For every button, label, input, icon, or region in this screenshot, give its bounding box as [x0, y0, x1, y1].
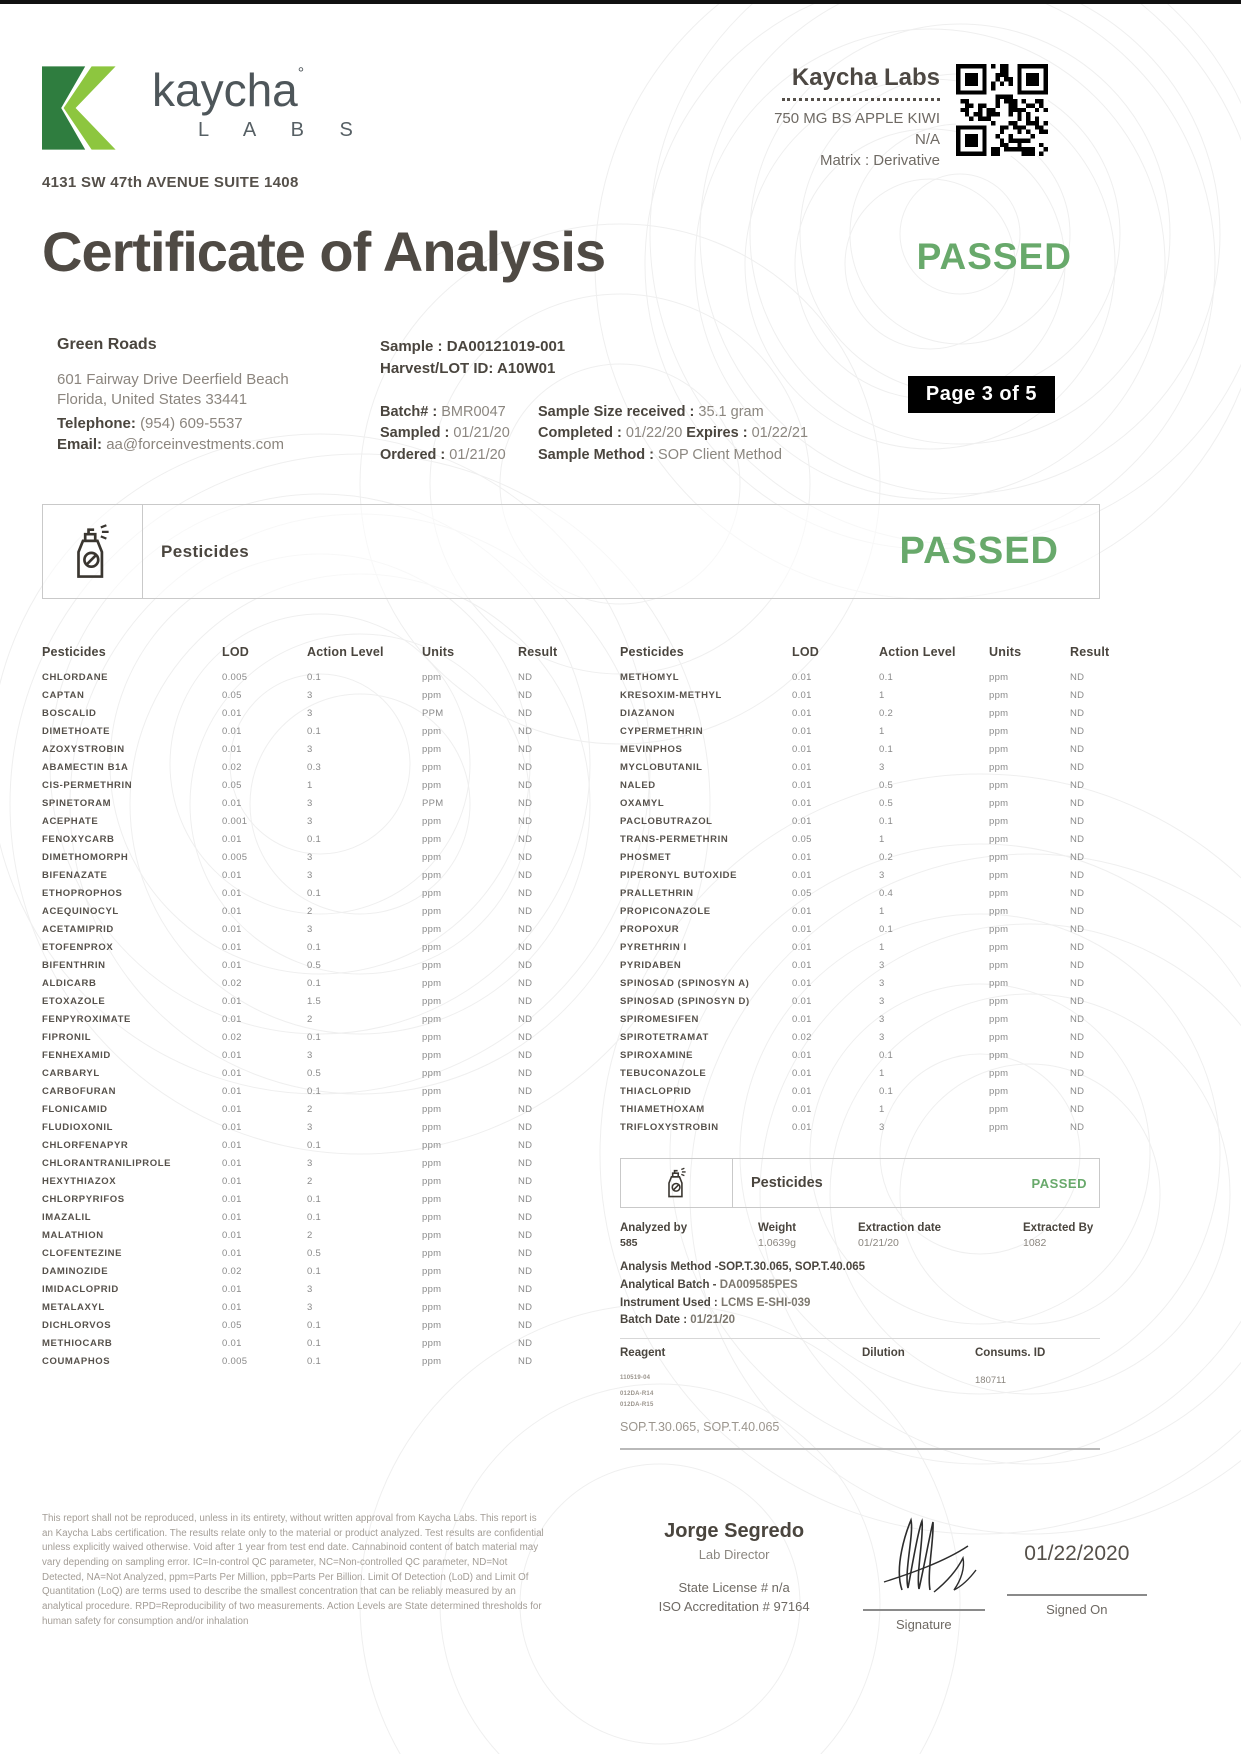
consums-id-header: Consums. ID — [975, 1347, 1046, 1360]
matrix-label: Matrix : Derivative — [819, 152, 940, 169]
signed-date: 01/22/2020 — [1024, 1541, 1130, 1565]
right-column — [620, 645, 1110, 1450]
legal-disclaimer: This report shall not be reproduced, unless in its entirety, without written approval from Kaycha Labs. This report is an Kaycha Labs certification. The results relate only to the material or product analyzed. Test results are confidential unless explicitly waived otherwise. Void after 1 year from test end date. Cannabinoid content of batch material may vary depending on sampling error. IC=In-control QC parameter, NC=Non-controlled QC parameter, ND=Not Detected, NA=Not Analyzed, ppm=Parts Per Million, ppb=Parts Per Billion. Limit Of Detection (LoD) and Limit Of Quantitation (LoQ) are terms used to describe the smallest concentration that can be reliably measured by an analytical procedure. RPD=Reproducibility of two measurements. Action Levels are State determined thresholds for human safety for consumption and/or inhalation — [42, 1512, 544, 1627]
footer — [42, 1512, 1147, 1632]
analytical-batch: Analytical Batch - DA009585PES — [620, 1278, 798, 1291]
page-title: Certificate of Analysis — [42, 220, 606, 283]
table-header-row: Pesticides LOD Action Level Units Result — [42, 645, 558, 659]
kaycha-logo-icon — [42, 56, 138, 160]
table-row: TRANS-PERMETHRIN 0.05 1 ppm ND — [620, 833, 1085, 845]
client-info — [42, 336, 380, 486]
signed-on-line — [1007, 1594, 1147, 1596]
table-row: MYCLOBUTANIL 0.01 3 ppm ND — [620, 761, 1085, 773]
signature-scrawl — [864, 1512, 984, 1600]
section-status-badge: PASSED — [899, 530, 1059, 572]
table-row: DIMETHOMORPH 0.005 3 ppm ND — [42, 851, 533, 863]
table-row: AZOXYSTROBIN 0.01 3 ppm ND — [42, 743, 533, 755]
consums-id-value: 180711 — [975, 1375, 1006, 1387]
table-row: PHOSMET 0.01 0.2 ppm ND — [620, 851, 1085, 863]
table-row: MEVINPHOS 0.01 0.1 ppm ND — [620, 743, 1085, 755]
dotted-divider — [782, 98, 940, 101]
analysis-method: Analysis Method -SOP.T.30.065, SOP.T.40.065 — [620, 1261, 866, 1273]
table-row: FENOXYCARB 0.01 0.1 ppm ND — [42, 833, 533, 845]
product-secondary: N/A — [914, 131, 940, 148]
table-row: SPINETORAM 0.01 3 PPM ND — [42, 797, 533, 809]
table-row: TRIFLOXYSTROBIN 0.01 3 ppm ND — [620, 1121, 1085, 1133]
table-row: METALAXYL 0.01 3 ppm ND — [42, 1301, 533, 1313]
table-row: ETHOPROPHOS 0.01 0.1 ppm ND — [42, 887, 533, 899]
table-row: KRESOXIM-METHYL 0.01 1 ppm ND — [620, 689, 1085, 701]
table-row: SPINOSAD (SPINOSYN D) 0.01 3 ppm ND — [620, 995, 1085, 1007]
client-telephone: Telephone: (954) 609-5537 — [57, 414, 243, 432]
mini-section-bar — [620, 1158, 1100, 1208]
sample-id: Sample : DA00121019-001 — [380, 338, 566, 355]
table-row: ACEQUINOCYL 0.01 2 ppm ND — [42, 905, 533, 917]
batch-date: Batch Date : 01/21/20 — [620, 1314, 736, 1327]
table-row: BIFENTHRIN 0.01 0.5 ppm ND — [42, 959, 533, 971]
logo-wordmark: kaycha° — [152, 64, 305, 116]
table-row: DIAZANON 0.01 0.2 ppm ND — [620, 707, 1085, 719]
table-row: MALATHION 0.01 2 ppm ND — [42, 1229, 533, 1241]
table-row: ALDICARB 0.02 0.1 ppm ND — [42, 977, 533, 989]
table-row: CHLORPYRIFOS 0.01 0.1 ppm ND — [42, 1193, 533, 1205]
table-row: DIMETHOATE 0.01 0.1 ppm ND — [42, 725, 533, 737]
table-row: HEXYTHIAZOX 0.01 2 ppm ND — [42, 1175, 533, 1187]
table-row: CHLORFENAPYR 0.01 0.1 ppm ND — [42, 1139, 533, 1151]
product-name: 750 MG BS APPLE KIWI — [774, 110, 940, 127]
iso-accreditation: ISO Accreditation # 97164 — [658, 1599, 810, 1615]
table-row: ETOXAZOLE 0.01 1.5 ppm ND — [42, 995, 533, 1007]
table-row: CLOFENTEZINE 0.01 0.5 ppm ND — [42, 1247, 533, 1259]
table-row: FLUDIOXONIL 0.01 3 ppm ND — [42, 1121, 533, 1133]
table-row: SPINOSAD (SPINOSYN A) 0.01 3 ppm ND — [620, 977, 1085, 989]
table-row: PROPOXUR 0.01 0.1 ppm ND — [620, 923, 1085, 935]
sop-reference: SOP.T.30.065, SOP.T.40.065 — [620, 1420, 1100, 1450]
table-row: METHIOCARB 0.01 0.1 ppm ND — [42, 1337, 533, 1349]
batch-number: Batch# : BMR0047 — [380, 403, 506, 420]
reagent-header: Reagent — [620, 1347, 666, 1360]
logo-degree-mark: ° — [297, 65, 305, 82]
table-row: BIFENAZATE 0.01 3 ppm ND — [42, 869, 533, 881]
table-row: SPIROTETRAMAT 0.02 3 ppm ND — [620, 1031, 1085, 1043]
table-row: ETOFENPROX 0.01 0.1 ppm ND — [42, 941, 533, 953]
pesticide-spray-icon — [664, 1167, 690, 1199]
table-row: CAPTAN 0.05 3 ppm ND — [42, 689, 533, 701]
overall-status-badge: PASSED — [916, 236, 1072, 277]
table-row: CHLORDANE 0.005 0.1 ppm ND — [42, 671, 533, 683]
table-row: THIACLOPRID 0.01 0.1 ppm ND — [620, 1085, 1085, 1097]
lab-director-block — [617, 1512, 851, 1632]
table-row: FENPYROXIMATE 0.01 2 ppm ND — [42, 1013, 533, 1025]
pesticides-results — [42, 645, 1110, 1450]
completed-expires: Completed : 01/22/20 Expires : 01/22/21 — [538, 425, 809, 442]
table-row: ACEPHATE 0.001 3 ppm ND — [42, 815, 533, 827]
table-row: COUMAPHOS 0.005 0.1 ppm ND — [42, 1355, 533, 1367]
analysis-summary-card — [620, 1158, 1100, 1450]
sample-method: Sample Method : SOP Client Method — [538, 447, 782, 463]
pesticide-spray-icon — [69, 523, 117, 581]
table-row: NALED 0.01 0.5 ppm ND — [620, 779, 1085, 791]
dilution-header: Dilution — [862, 1347, 905, 1360]
director-name: Jorge Segredo — [664, 1519, 805, 1542]
mini-section-title: Pesticides — [751, 1175, 823, 1191]
director-title: Lab Director — [698, 1546, 770, 1562]
ordered-date: Ordered : 01/21/20 — [380, 447, 506, 463]
signed-on-label: Signed On — [1046, 1601, 1108, 1617]
table-row: ABAMECTIN B1A 0.02 0.3 ppm ND — [42, 761, 533, 773]
table-row: CIS-PERMETHRIN 0.05 1 ppm ND — [42, 779, 533, 791]
harvest-lot-id: Harvest/LOT ID: A10W01 — [380, 359, 556, 377]
table-row: FIPRONIL 0.02 0.1 ppm ND — [42, 1031, 533, 1043]
mini-status-badge: PASSED — [1031, 1175, 1087, 1191]
client-email: Email: aa@forceinvestments.com — [57, 435, 284, 453]
pesticides-table-right — [620, 645, 1110, 1136]
table-row: PACLOBUTRAZOL 0.01 0.1 ppm ND — [620, 815, 1085, 827]
pesticides-table-left — [42, 645, 556, 1370]
instrument-used: Instrument Used : LCMS E-SHI-039 — [620, 1296, 811, 1309]
signature-block — [863, 1512, 985, 1632]
table-row: BOSCALID 0.01 3 PPM ND — [42, 707, 533, 719]
reagent-codes: 110519-04 012DA-R14 012DA-R15 — [620, 1375, 654, 1408]
table-row: PRALLETHRIN 0.05 0.4 ppm ND — [620, 887, 1085, 899]
signature-line — [863, 1609, 985, 1611]
table-row: PYRIDABEN 0.01 3 ppm ND — [620, 959, 1085, 971]
table-row: THIAMETHOXAM 0.01 1 ppm ND — [620, 1103, 1085, 1115]
state-license: State License # n/a — [678, 1579, 790, 1595]
table-row: SPIROXAMINE 0.01 0.1 ppm ND — [620, 1049, 1085, 1061]
extracted-by: Extracted By 1082 — [1023, 1222, 1094, 1249]
qr-code — [956, 64, 1048, 156]
weight: Weight 1.0639g — [758, 1222, 797, 1249]
signed-date-block — [1007, 1512, 1147, 1632]
lab-name: Kaycha Labs — [791, 64, 940, 91]
table-row: PROPICONAZOLE 0.01 1 ppm ND — [620, 905, 1085, 917]
section-title: Pesticides — [161, 541, 250, 561]
table-row: CHLORANTRANILIPROLE 0.01 3 ppm ND — [42, 1157, 533, 1169]
table-row: FLONICAMID 0.01 2 ppm ND — [42, 1103, 533, 1115]
logo-labs-text: L A B S — [198, 119, 368, 141]
header — [42, 4, 1100, 191]
sample-size: Sample Size received : 35.1 gram — [538, 403, 764, 420]
table-row: SPIROMESIFEN 0.01 3 ppm ND — [620, 1013, 1085, 1025]
client-name: Green Roads — [57, 336, 157, 353]
extraction-date: Extraction date 01/21/20 — [858, 1222, 942, 1249]
table-row: IMIDACLOPRID 0.01 3 ppm ND — [42, 1283, 533, 1295]
table-row: IMAZALIL 0.01 0.1 ppm ND — [42, 1211, 533, 1223]
table-row: OXAMYL 0.01 0.5 ppm ND — [620, 797, 1085, 809]
table-row: PYRETHRIN I 0.01 1 ppm ND — [620, 941, 1085, 953]
signature-label: Signature — [896, 1616, 952, 1632]
table-row: DICHLORVOS 0.05 0.1 ppm ND — [42, 1319, 533, 1331]
sampled-date: Sampled : 01/21/20 — [380, 425, 510, 442]
table-row: TEBUCONAZOLE 0.01 1 ppm ND — [620, 1067, 1085, 1079]
table-row: DAMINOZIDE 0.02 0.1 ppm ND — [42, 1265, 533, 1277]
table-header-row: Pesticides LOD Action Level Units Result — [620, 645, 1110, 659]
kaycha-logo-block — [42, 56, 462, 191]
table-row: ACETAMIPRID 0.01 3 ppm ND — [42, 923, 533, 935]
analyzed-by: Analyzed by 585 — [620, 1222, 688, 1249]
lab-address: 4131 SW 47th AVENUE SUITE 1408 — [42, 174, 299, 191]
page-indicator: Page 3 of 5 — [908, 376, 1055, 413]
table-row: CARBOFURAN 0.01 0.1 ppm ND — [42, 1085, 533, 1097]
table-row: FENHEXAMID 0.01 3 ppm ND — [42, 1049, 533, 1061]
table-row: CYPERMETHRIN 0.01 1 ppm ND — [620, 725, 1085, 737]
table-row: CARBARYL 0.01 0.5 ppm ND — [42, 1067, 533, 1079]
table-row: PIPERONYL BUTOXIDE 0.01 3 ppm ND — [620, 869, 1085, 881]
client-address: 601 Fairway Drive Deerfield Beach Florida, United States 33441 — [57, 371, 289, 409]
pesticides-section-header — [42, 504, 1100, 599]
table-row: METHOMYL 0.01 0.1 ppm ND — [620, 671, 1085, 683]
